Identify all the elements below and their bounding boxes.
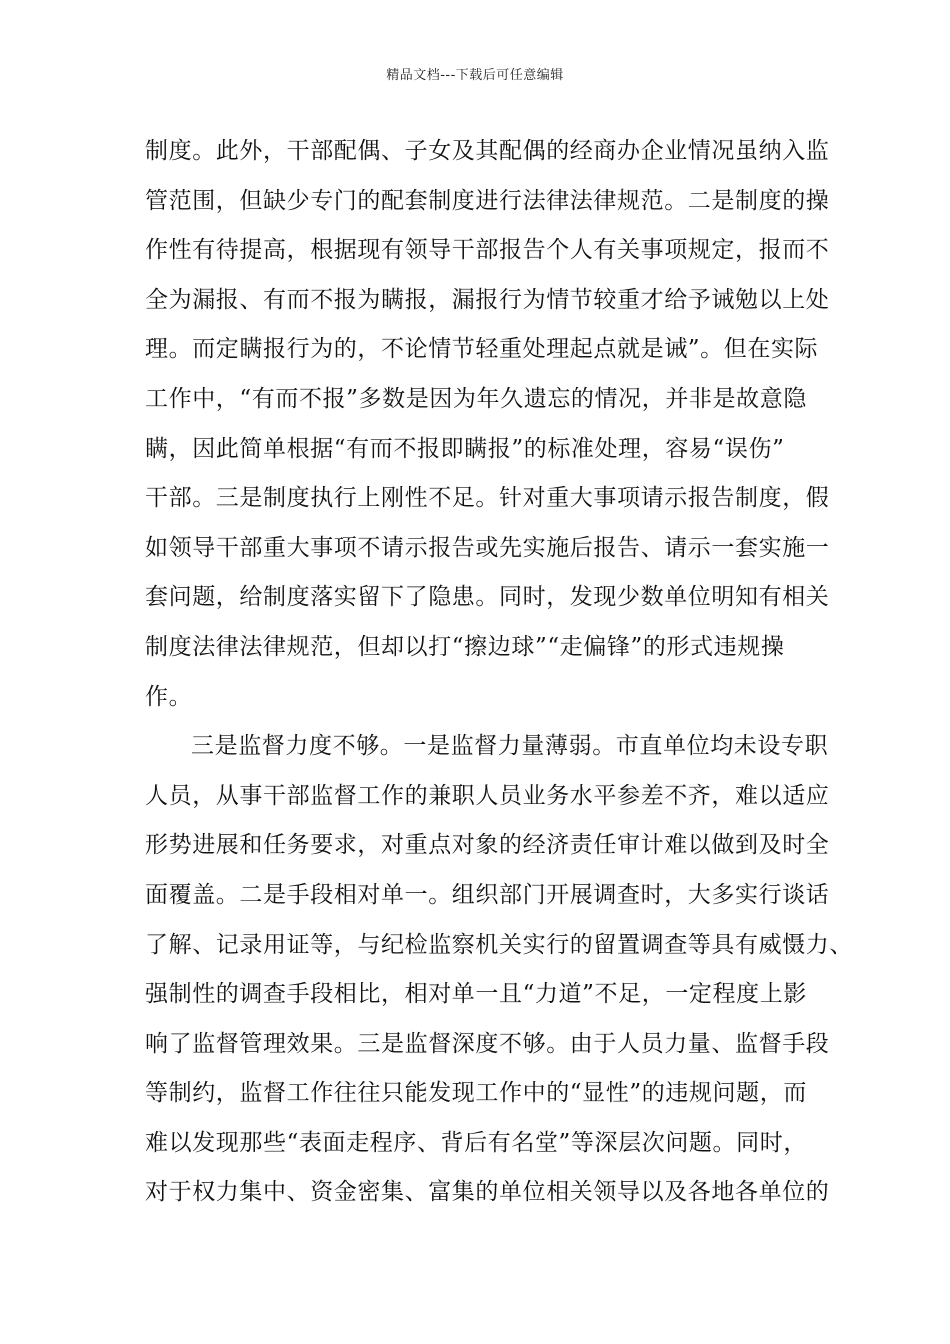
- page-header: 精品文档---下载后可任意编辑: [386, 68, 564, 83]
- paragraph-1: [145, 127, 845, 722]
- text-line: 工作中，“有而不报”多数是因为年久遗忘的情况，并非是故意隐: [145, 385, 807, 412]
- text-line: 全为漏报、有而不报为瞒报，漏报行为情节较重才给予诫勉以上处: [145, 286, 830, 313]
- text-line: 制度。此外，干部配偶、子女及其配偶的经商办企业情况虽纳入监: [145, 138, 830, 164]
- paragraph-2: [145, 722, 853, 1218]
- text-line: 三是监督力度不够。一是监督力量薄弱。市直单位均未设专职: [191, 733, 829, 760]
- text-line: 了解、记录用证等，与纪检监察机关实行的留置调查等具有威慑力、: [145, 931, 853, 958]
- text-line: 瞒，因此简单根据“有而不报即瞒报”的标准处理，容易“误伤”: [145, 435, 785, 462]
- text-line: 强制性的调查手段相比，相对单一且“力道”不足，一定程度上影: [145, 981, 807, 1008]
- text-line: 管范围，但缺少专门的配套制度进行法律法律规范。二是制度的操: [145, 187, 830, 214]
- text-line: 制度法律法律规范，但却以打“擦边球”“走偏锋”的形式违规操: [145, 633, 785, 660]
- document-body: [145, 127, 853, 1218]
- text-line: 作性有待提高，根据现有领导干部报告个人有关事项规定，报而不: [145, 237, 830, 264]
- text-line: 作。: [145, 683, 193, 710]
- text-line: 响了监督管理效果。三是监督深度不够。由于人员力量、监督手段: [145, 1030, 830, 1057]
- text-line: 人员，从事干部监督工作的兼职人员业务水平参差不齐，难以适应: [145, 782, 830, 809]
- text-line: 干部。三是制度执行上刚性不足。针对重大事项请示报告制度，假: [145, 485, 830, 512]
- text-line: 面覆盖。二是手段相对单一。组织部门开展调查时，大多实行谈话: [145, 881, 830, 908]
- text-line: 如领导干部重大事项不请示报告或先实施后报告、请示一套实施一: [145, 534, 830, 561]
- text-line: 难以发现那些“表面走程序、背后有名堂”等深层次问题。同时，: [145, 1129, 807, 1156]
- text-line: 对于权力集中、资金密集、富集的单位相关领导以及各地各单位的: [145, 1179, 830, 1206]
- text-line: 理。而定瞒报行为的，不论情节轻重处理起点就是诫”。但在实际: [145, 336, 819, 363]
- text-line: 形势进展和任务要求，对重点对象的经济责任审计难以做到及时全: [145, 832, 830, 859]
- text-line: 等制约，监督工作往往只能发现工作中的“显性”的违规问题，而: [145, 1080, 807, 1107]
- text-line: 套问题，给制度落实留下了隐患。同时，发现少数单位明知有相关: [145, 584, 830, 611]
